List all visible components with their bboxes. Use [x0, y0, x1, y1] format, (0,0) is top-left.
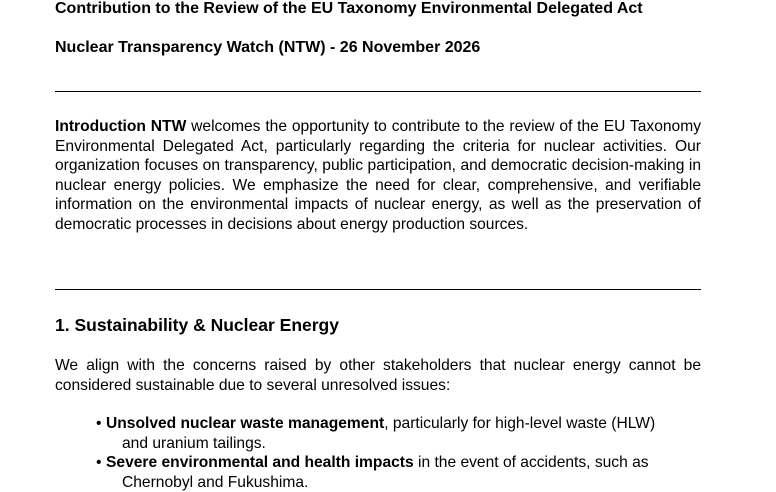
bullet-text: , particularly for high-level waste (HLW): [384, 415, 656, 432]
document-subtitle: Nuclear Transparency Watch (NTW) - 26 November 2026: [55, 39, 481, 56]
document-title: Contribution to the Review of the EU Taxonomy Environmental Delegated Act: [55, 0, 643, 17]
divider: [55, 91, 701, 92]
list-item: [55, 453, 701, 492]
section-paragraph: We align with the concerns raised by other stakeholders that nuclear energy cannot be considered sustainable due to several unresolved issues:: [55, 357, 701, 394]
bullet-bold-text: Unsolved nuclear waste management: [106, 415, 385, 432]
bullet-bold-text: Severe environmental and health impacts: [106, 454, 414, 472]
divider: [55, 289, 701, 290]
bullet-list: [55, 414, 701, 492]
introduction-text: welcomes the opportunity to contribute to the review of the EU Taxonomy Environmental Delegated Act, particularly regarding the criteria for nuclear activities. Our organization focuses on transparency, public participation, and democratic decision-making in nuclear energy policies. We emphasize the need for clear, comprehensive, and verifiable information on the environmental impacts of nuclear energy, as well as the preservation of democratic processes in decisions about energy production sources.: [55, 118, 701, 233]
bullet-continuation: and uranium tailings.: [122, 434, 266, 452]
introduction-lead: Introduction NTW: [55, 118, 187, 135]
section-heading: 1. Sustainability & Nuclear Energy: [55, 315, 339, 335]
introduction-paragraph: [55, 117, 701, 235]
list-item: [55, 414, 701, 453]
bullet-continuation: Chernobyl and Fukushima.: [122, 473, 309, 491]
bullet-icon: •: [96, 415, 102, 432]
bullet-icon: •: [96, 454, 102, 472]
bullet-text: in the event of accidents, such as: [413, 454, 649, 472]
